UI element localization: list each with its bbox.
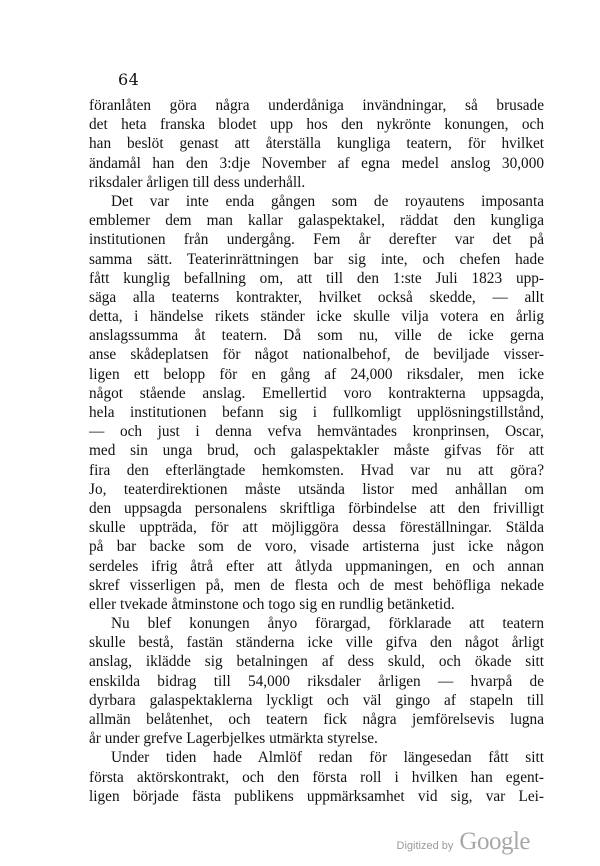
text-line: skulle bestå, fastän ständerna icke ville gifva den något årligt: [89, 634, 544, 652]
text-line: enskilda bidrag till 54,000 riksdaler årligen — hvarpå de: [89, 672, 544, 690]
text-line: fått kunglig befallning om, att till den 1:ste Juli 1823 upp-: [89, 269, 544, 287]
text-line: dyrbara galaspektaklerna lyckligt och väl gingo af stapeln till: [89, 691, 544, 709]
text-line: institutionen från undergång. Fem år derefter var det på: [89, 231, 544, 249]
text-line: skulle uppträda, för att möjliggöra dessa föreställningar. Stälda: [89, 519, 544, 537]
digitized-watermark: [397, 828, 530, 856]
text-line: fira den efterlängtade hemkomsten. Hvad var nu att göra?: [89, 461, 544, 479]
text-line: riksdaler årligen till dess underhåll.: [89, 173, 306, 191]
text-line: Det var inte enda gången som de royautens imposanta: [111, 192, 544, 210]
text-line: emblemer dem man kallar galaspektakel, räddat den kungliga: [89, 212, 544, 230]
text-line: något stående anslag. Emellertid voro kontrakterna uppsagda,: [89, 384, 544, 402]
text-line: ligen ett belopp för en gång af 24,000 riksdaler, men icke: [89, 365, 544, 383]
text-line: föranlåten göra några underdåniga invändningar, så brusade: [89, 97, 544, 114]
text-line: eller tvekade åtminstone och togo sig en rundlig betänketid.: [89, 595, 455, 613]
text-line: ändamål han den 3:dje November af egna medel anslog 30,000: [89, 154, 544, 172]
text-line: allmän belåtenhet, och teatern fick några jemförelsevis lugna: [89, 711, 544, 728]
text-line: hela institutionen befann sig i fullkomligt upplösningstillstånd,: [89, 404, 544, 421]
text-line: den uppsagda personalens skriftliga förbindelse att den frivilligt: [89, 499, 544, 517]
text-line: Jo, teaterdirektionen måste utsända listor med anhållan om: [89, 480, 544, 498]
body-text: [89, 96, 544, 806]
watermark-label: Digitized by: [396, 840, 454, 852]
text-line: första aktörskontrakt, och den första roll i hvilken han egent-: [89, 768, 544, 786]
text-line: Under tiden hade Almlöf redan för längesedan fått sitt: [111, 749, 544, 767]
google-logo: Google: [459, 828, 530, 855]
text-line: serdeles ifrig åtrå efter att åtlyda uppmaningen, en och annan: [89, 557, 544, 575]
text-line: Nu blef konungen ånyo förargad, förklarade att teatern: [111, 615, 544, 633]
text-line: ligen började fästa publikens uppmärksamhet vid sig, var Lei-: [89, 787, 544, 805]
text-line: på bar backe som de voro, visade artisterna just icke någon: [89, 538, 544, 556]
text-line: skref visserligen på, men de flesta och de mest behöfliga nekade: [89, 576, 544, 594]
text-line: det heta franska blodet upp hos den nykrönte konungen, och: [89, 116, 544, 134]
text-line: detta, i händelse rikets ständer icke skulle vilja votera en årlig: [89, 308, 544, 326]
text-line: han beslöt genast att återställa kungliga teatern, för hvilket: [89, 135, 544, 153]
text-line: anse skådeplatsen för något nationalbehof, de beviljade visser-: [89, 346, 544, 364]
text-line: säga alla teaterns kontrakter, hvilket också skedde, — allt: [89, 288, 544, 306]
text-line: — och just i denna vefva hemväntades kronprinsen, Oscar,: [89, 423, 544, 441]
text-line: samma sätt. Teaterinrättningen bar sig inte, och chefen hade: [89, 250, 544, 268]
page-number: 64: [118, 70, 140, 89]
text-line: år under grefve Lagerbjelkes utmärkta styrelse.: [89, 730, 378, 748]
text-line: anslagssumma åt teatern. Då som nu, ville de icke gerna: [89, 327, 544, 345]
text-line: med sin unga brud, och galaspektakler måste gifvas för att: [89, 442, 544, 460]
text-line: anslag, ikläddе sig betalningen af dess skuld, och ökade sitt: [89, 653, 544, 671]
